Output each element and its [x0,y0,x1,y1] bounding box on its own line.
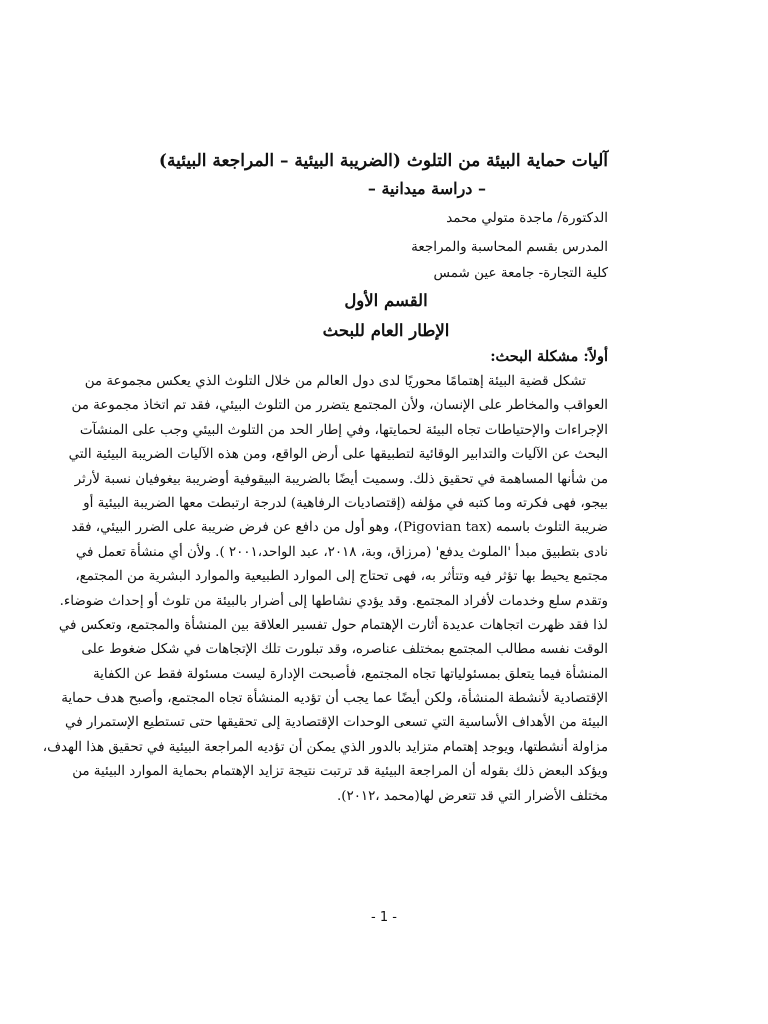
section-title: القسم الأول [344,291,428,310]
body-line: الوقت نفسه مطالب المجتمع بمختلف عناصره، وقد تبلورت تلك الإتجاهات في شكل ضغوط على [81,642,608,658]
author-position: المدرس بقسم المحاسبة والمراجعة [411,239,608,255]
body-paragraph [42,370,608,809]
body-line: مجتمع يحيط بها تؤثر فيه وتتأثر به، فهى تحتاج إلى الموارد الطبيعية والموارد البشرية من المجتمع، [75,569,608,585]
author-affiliation: كلية التجارة- جامعة عين شمس [433,265,608,281]
body-line: نادى بتطبيق مبدأ 'الملوث يدفع' (مرزاق، وبة، ٢٠١٨، عبد الواحد،٢٠٠١ ). ولأن أي منشأة تعمل في [75,544,608,560]
body-line: ضريبة التلوث باسمه (Pigovian tax)، وهو أول من دافع عن فرض ضريبة على الضرر البيئي، فقد [71,520,608,536]
body-line: من شأنها المساهمة في تحقيق ذلك. وسميت أيضًا بالضريبة البيقوفية أوضريبة بيغوفيان نسبة لأرثر [74,471,608,487]
body-line: المنشأة فيما يتعلق بمسئولياتها تجاه المجتمع، فأصبحت الإدارة ليست مسئولة فقط عن الكفاية [92,666,608,682]
body-line: لذا فقد ظهرت اتجاهات عديدة أثارت الإهتمام حول تفسير العلاقة بين المنشأة والمجتمع، وتعكس في [58,617,608,633]
body-line: البحث عن الآليات والتدابير الوقائية لتطبيقها على أرض الواقع، ومن هذه الآليات الضريبة البيئية التي [68,447,608,463]
body-line: ويؤكد البعض ذلك بقوله أن المراجعة البيئية قد ترتبت نتيجة تزايد الإهتمام بحماية الموارد البيئية من [72,764,608,780]
body-line: وتقدم سلع وخدمات لأفراد المجتمع. وقد يؤدي نشاطها إلى أضرار بالبيئة من تلوث أو إحداث ضوضاء. [59,593,608,609]
body-line: تشكل قضية البيئة إهتمامًا محوريًا لدى دول العالم من خلال التلوث الذي يعكس مجموعة من [84,374,586,389]
body-line: الإجراءات والإحتياطات تجاه البيئة لحمايتها، وفي إطار الحد من التلوث البيئي وجب على المنشآت [79,422,608,438]
document-subtitle: – دراسة ميدانية – [367,179,486,198]
body-line: بيجو، فهى فكرته وما كتبه في مؤلفه (إقتصاديات الرفاهية) لدرجة ارتبطت معها الضريبة البيئية أو [83,495,608,511]
body-line: مختلف الأضرار التي قد تتعرض لها(محمد ،٢٠١٢). [337,788,608,804]
body-line: الإقتصادية لأنشطة المنشأة، ولكن أيضًا عما يجب أن تؤديه المنشأة تجاه المجتمع، وأصبح هدف حماية [61,691,608,707]
section-subtitle: الإطار العام للبحث [322,321,450,340]
body-line: البيئة من الأهداف الأساسية التي تسعى الوحدات الإقتصادية إلى تحقيقها حتى تستطيع الإستمرار في [65,715,608,731]
problem-heading: أولاً: مشكلة البحث: [490,348,608,365]
body-line: العواقب والمخاطر على الإنسان، ولأن المجتمع يتضرر من التلوث البيئي، فقد تم اتخاذ مجموعة من [71,398,608,414]
document-title: آليات حماية البيئة من التلوث (الضريبة البيئية – المراجعة البيئية) [158,151,608,171]
author-name: الدكتورة/ ماجدة متولي محمد [446,210,608,226]
body-line: مزاولة أنشطتها، ويوجد إهتمام متزايد بالدور الذي يمكن أن تؤديه المراجعة البيئية في تحقيق هذا الهدف، [42,739,608,755]
page-number: - 1 - [371,910,397,925]
